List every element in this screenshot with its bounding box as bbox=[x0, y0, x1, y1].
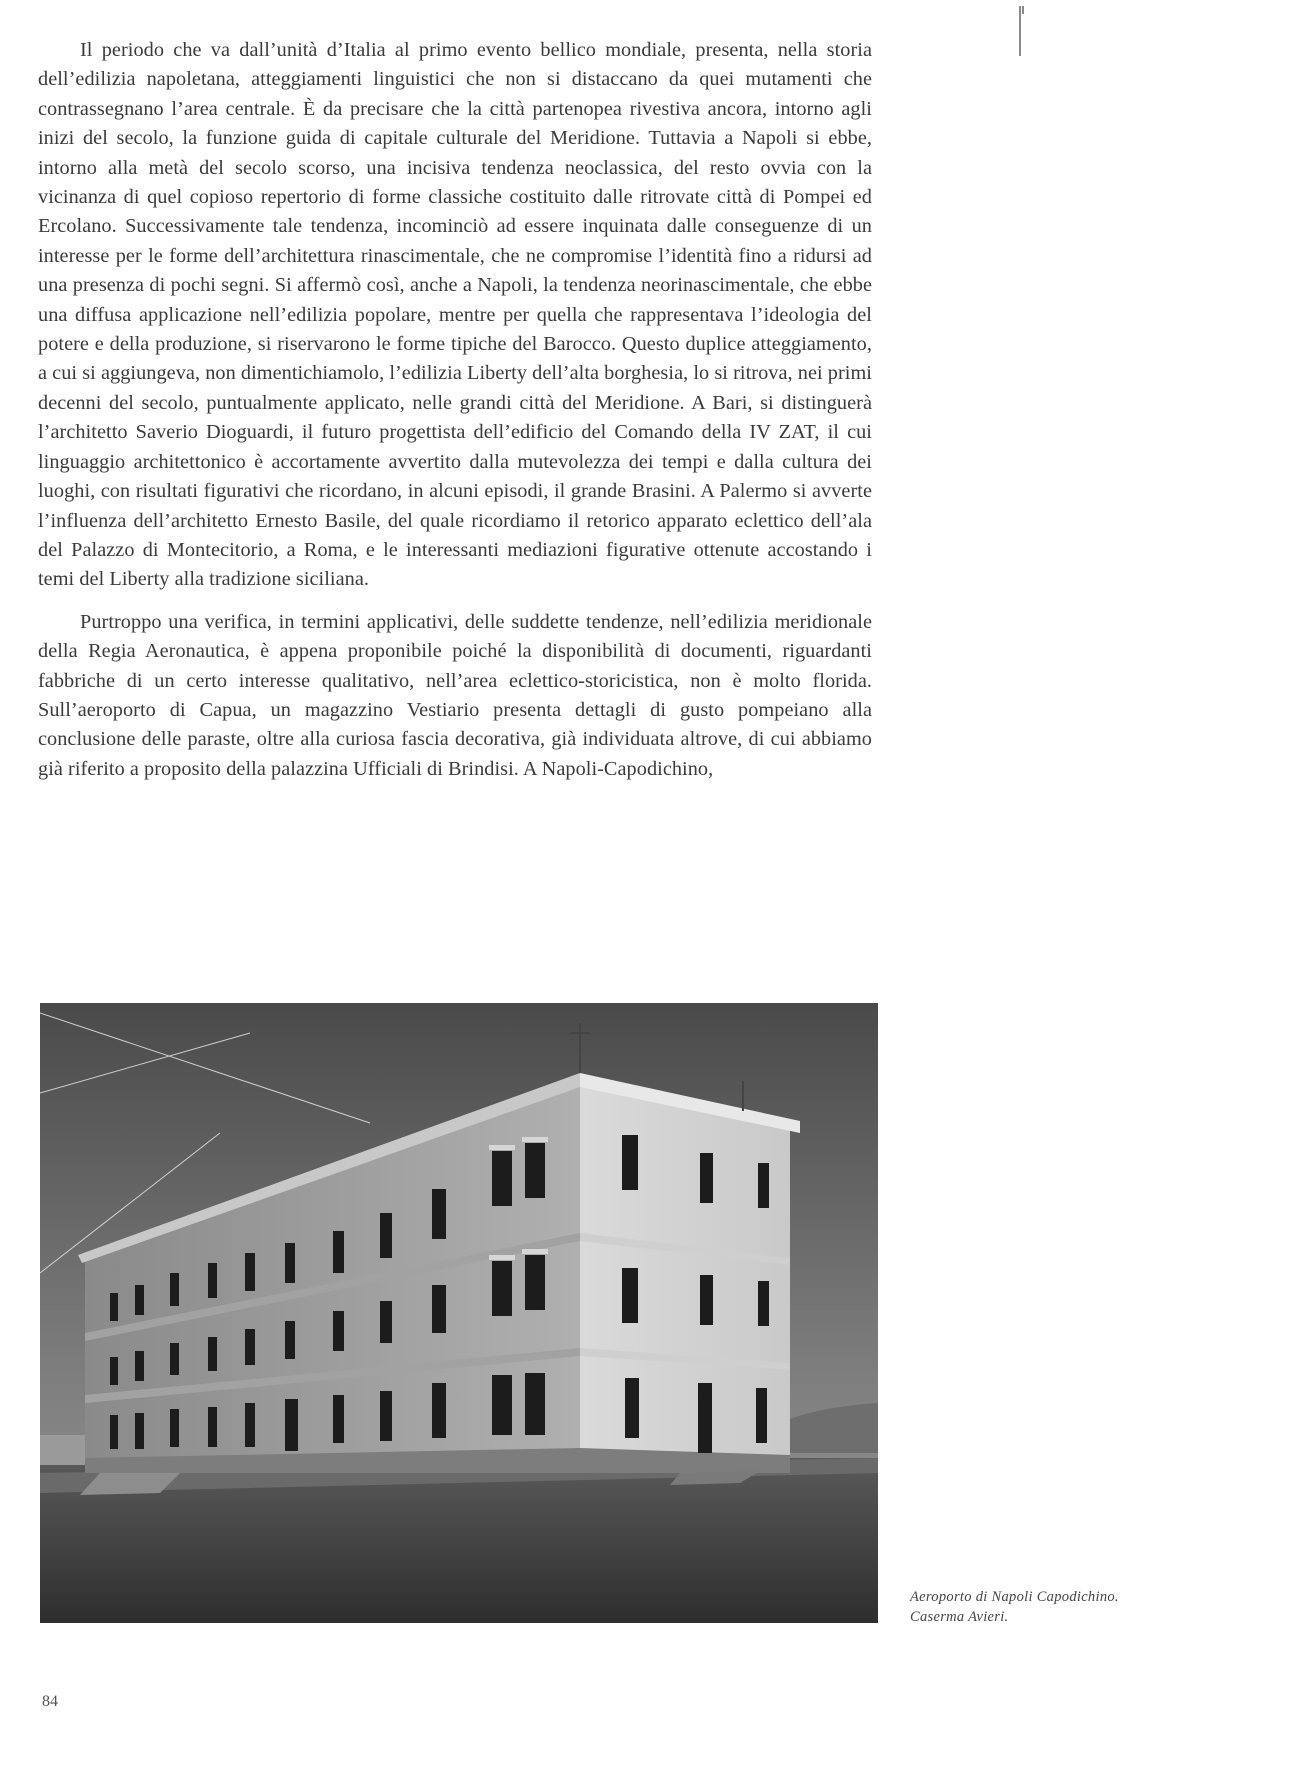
page-number: 84 bbox=[42, 1693, 58, 1710]
photo-caption bbox=[910, 1587, 1210, 1627]
body-text bbox=[38, 36, 872, 784]
paragraph-1: Il periodo che va dall’unità d’Italia al primo evento bellico mondiale, presenta, nella storia dell’edilizia napoletana, atteggiamenti linguistici che non si distaccano da quei mutamenti che contrassegnano l’area centrale. È da precisare che la città partenopea rivestiva ancora, intorno agli inizi del secolo, la funzione guida di capitale culturale del Meridione. Tuttavia a Napoli si ebbe, intorno alla metà del secolo scorso, una incisiva tendenza neoclassica, del resto ovvia con la vicinanza di quel copioso repertorio di forme classiche costituito dalle ritrovate città di Pompei ed Ercolano. Successivamente tale tendenza, incominciò ad essere inquinata dalle conseguenze di un interesse per le forme dell’architettura rinascimentale, che ne compromise l’identità fino a ridursi ad una presenza di pochi segni. Si affermò così, anche a Napoli, la tendenza neorinascimentale, che ebbe una diffusa applicazione nell’edilizia popolare, mentre per quella che rappresentava l’ideologia del potere e della produzione, si riservarono le forme tipiche del Barocco. Questo duplice atteggiamento, a cui si aggiungeva, non dimentichiamolo, l’edilizia Liberty dell’alta borghesia, lo si ritrova, nei primi decenni del secolo, puntualmente applicato, nelle grandi città del Meridione. A Bari, si distinguerà l’architetto Saverio Dioguardi, il futuro progettista dell’edificio del Comando della IV ZAT, il cui linguaggio architettonico è accortamente avvertito dalla mutevolezza dei tempi e dalla cultura dei luoghi, con risultati figurativi che ricordano, in alcuni episodi, il grande Brasini. A Palermo si avverte l’influenza dell’architetto Ernesto Basile, del quale ricordiamo il retorico apparato eclettico dell’ala del Palazzo di Montecitorio, a Roma, e le interessanti mediazioni figurative ottenute accostando i temi del Liberty alla tradizione siciliana. bbox=[38, 39, 872, 591]
margin-mark bbox=[1019, 6, 1021, 56]
caption-line-2: Caserma Avieri. bbox=[910, 1609, 1009, 1625]
caption-line-1: Aeroporto di Napoli Capodichino. bbox=[910, 1589, 1119, 1605]
paragraph-2: Purtroppo una verifica, in termini applicativi, delle suddette tendenze, nell’edilizia meridionale della Regia Aeronautica, è appena proponibile poiché la disponibilità di documenti, riguardanti fabbriche di un certo interesse qualitativo, nell’area eclettico-storicistica, non è molto florida. Sull’aeroporto di Capua, un magazzino Vestiario presenta dettagli di gusto pompeiano alla conclusione delle paraste, oltre alla curiosa fascia decorativa, già individuata altrove, di cui abbiamo già riferito a proposito della palazzina Ufficiali di Brindisi. A Napoli-Capodichino, bbox=[38, 610, 872, 780]
building-photo bbox=[40, 1003, 878, 1623]
